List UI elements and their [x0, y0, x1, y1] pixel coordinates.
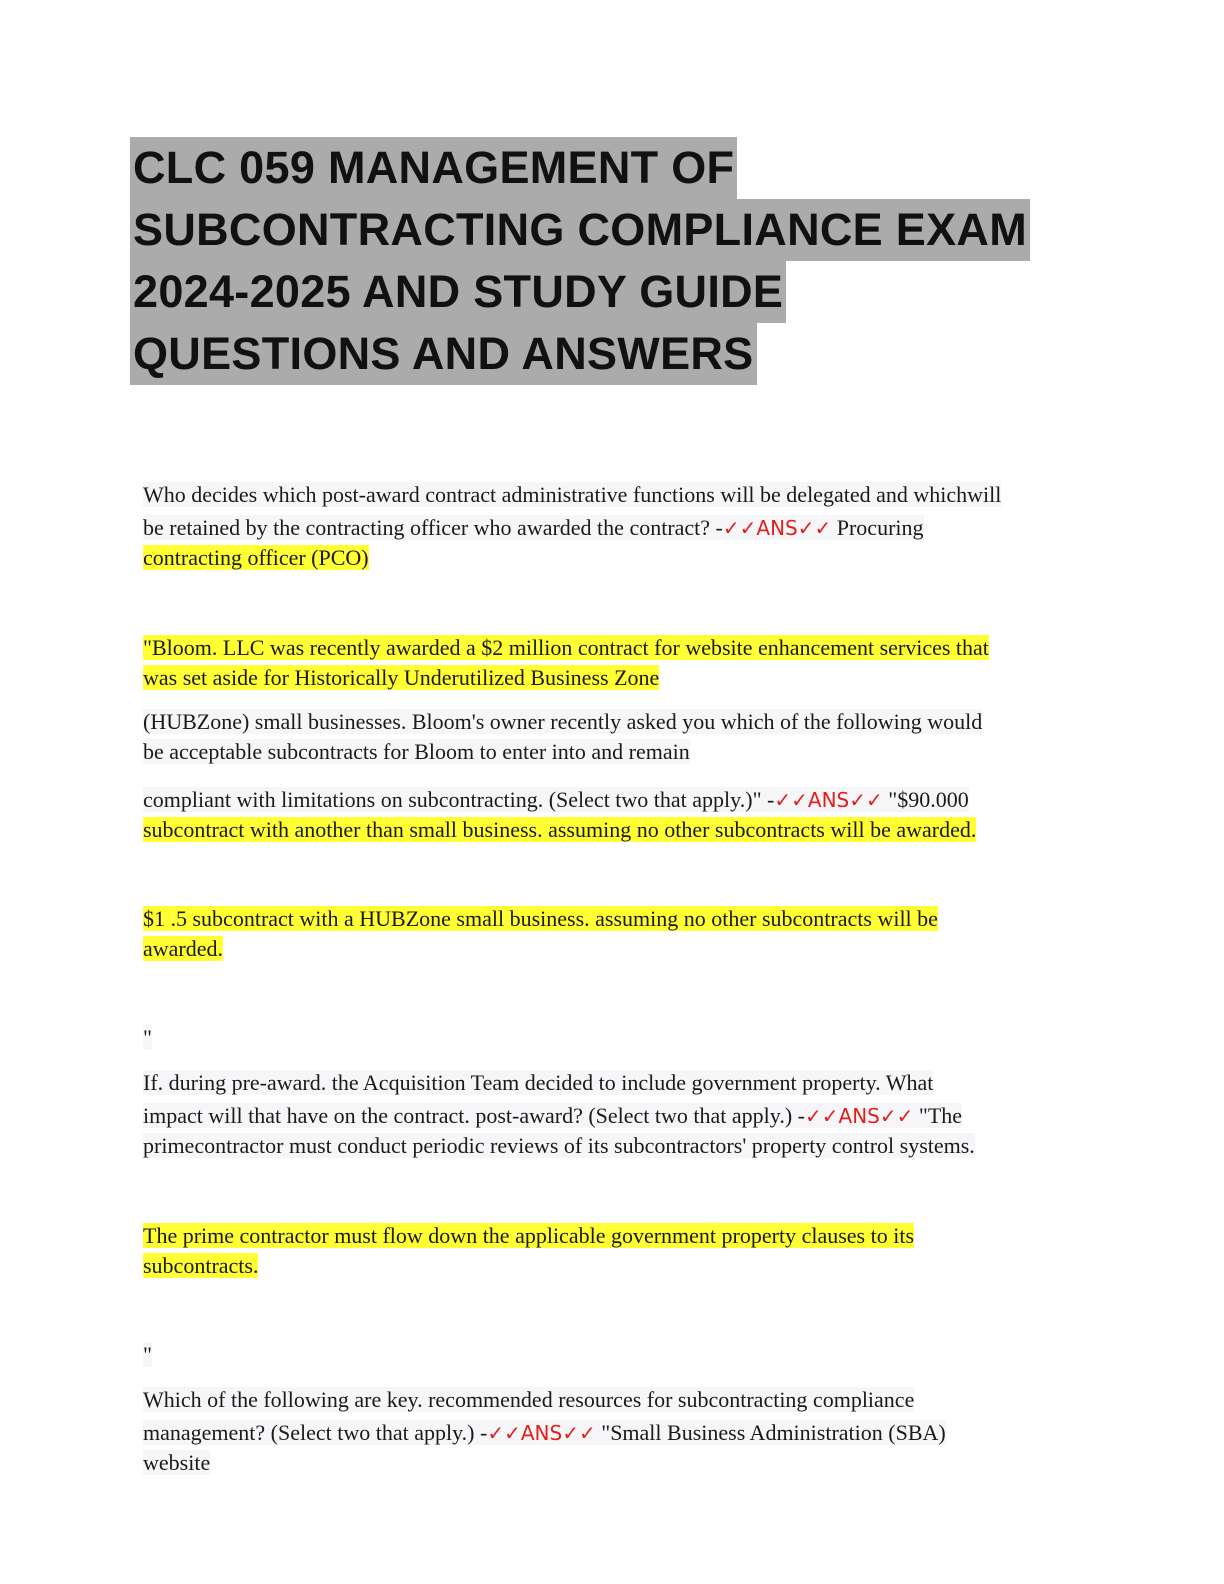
question-4 [143, 1385, 1083, 1478]
answer-text: awarded. [143, 936, 224, 961]
question-text: Who decides which post-award contract administrative functions will be delegated and whichwill [143, 482, 1002, 507]
question-text: (HUBZone) small businesses. Bloom's owner recently asked you which of the following would [143, 709, 983, 734]
question-2-option-2 [143, 904, 1083, 964]
answer-text: primecontractor must conduct periodic reviews of its subcontractors' property control systems. [143, 1133, 975, 1158]
question-text: If. during pre-award. the Acquisition Team decided to include government property. What [143, 1070, 934, 1095]
question-2-continued [143, 707, 1083, 767]
question-2 [143, 633, 1083, 693]
closing-quote [143, 1023, 1083, 1053]
question-text: "Bloom. LLC was recently awarded a $2 million contract for website enhancement services that [143, 635, 989, 660]
answer-text: The prime contractor must flow down the applicable government property clauses to its [143, 1223, 914, 1248]
answer-text: "The [913, 1103, 963, 1128]
answer-text: "$90.000 [882, 787, 969, 812]
answer-text: Procuring [831, 515, 924, 540]
answer-text: subcontract with another than small business. assuming no other subcontracts will be awarded. [143, 817, 977, 842]
closing-quote [143, 1340, 1083, 1370]
answer-text: $1 .5 subcontract with a HUBZone small business. assuming no other subcontracts will be [143, 906, 938, 931]
answer-marker: ✓✓ANS✓✓ [722, 516, 832, 540]
question-text: be acceptable subcontracts for Bloom to enter into and remain [143, 739, 690, 764]
answer-marker: ✓✓ANS✓✓ [805, 1104, 914, 1128]
question-text: impact will that have on the contract. post-award? (Select two that apply.) - [143, 1103, 806, 1128]
question-1 [143, 480, 1083, 573]
question-2-answer [143, 785, 1083, 845]
answer-marker: ✓✓ANS✓✓ [774, 788, 883, 812]
question-3 [143, 1068, 1083, 1161]
answer-marker: ✓✓ANS✓✓ [487, 1421, 596, 1445]
title-line: SUBCONTRACTING COMPLIANCE EXAM [130, 199, 1030, 261]
answer-text: "Small Business Administration (SBA) [595, 1420, 946, 1445]
answer-text: " [143, 1025, 152, 1050]
answer-text: " [143, 1342, 152, 1367]
answer-text: subcontracts. [143, 1253, 259, 1278]
answer-text: website [143, 1450, 211, 1475]
question-text: Which of the following are key. recommended resources for subcontracting compliance [143, 1387, 915, 1412]
question-text: compliant with limitations on subcontracting. (Select two that apply.)" - [143, 787, 775, 812]
question-3-option-2 [143, 1221, 1083, 1281]
question-text: management? (Select two that apply.) - [143, 1420, 488, 1445]
answer-text: contracting officer (PCO) [143, 545, 369, 570]
title-line: CLC 059 MANAGEMENT OF [130, 137, 737, 199]
title-line: 2024-2025 AND STUDY GUIDE [130, 261, 786, 323]
document-title [130, 137, 1110, 385]
question-text: be retained by the contracting officer who awarded the contract? - [143, 515, 723, 540]
question-text: was set aside for Historically Underutilized Business Zone [143, 665, 660, 690]
title-line: QUESTIONS AND ANSWERS [130, 323, 757, 385]
